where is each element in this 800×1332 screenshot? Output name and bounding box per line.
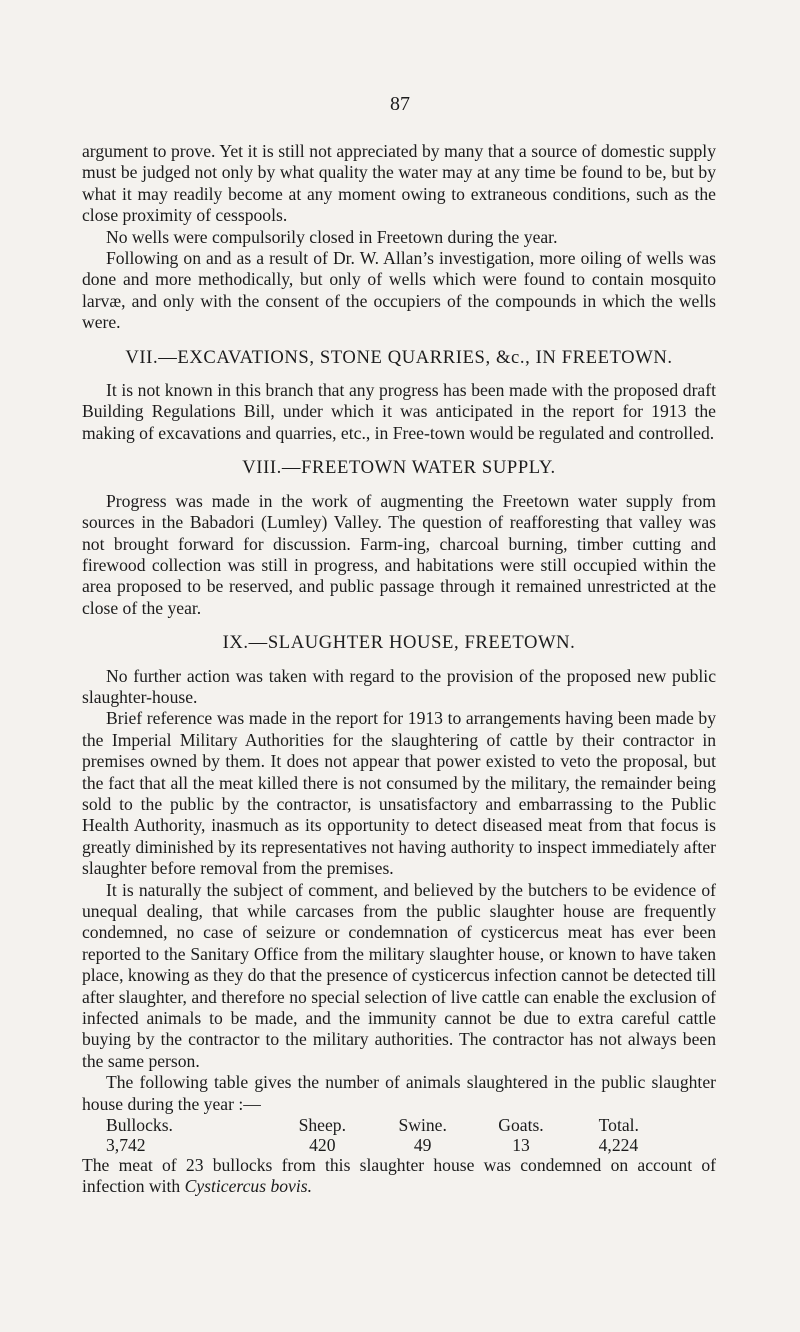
section-heading-water-supply: VIII.—FREETOWN WATER SUPPLY. — [242, 457, 556, 479]
paragraph-wells-closed: No wells were compulsorily closed in Freetown during the year. — [106, 226, 558, 247]
page-number: 87 — [390, 93, 410, 115]
paragraph-oiling-wells: Following on and as a result of Dr. W. Allan’s investigation, more oiling of wells was done and more methodically, but only of wells which were found to contain mosquito larvæ, and only with the consent of the occupiers of the compounds in which the wells were. — [82, 248, 716, 333]
paragraph-building-regulations: It is not known in this branch that any progress has been made with the proposed draft Building Regulations Bill, under which it was anticipated in the report for 1913 the making of excavations and quarries, etc., in Free-town would be regulated and controlled. — [82, 380, 716, 443]
table-header-row — [82, 1115, 716, 1135]
header-goats: Goats. — [498, 1115, 544, 1136]
species-name: Cysticercus bovis. — [184, 1176, 312, 1197]
value-total: 4,224 — [598, 1135, 639, 1156]
condemned-text: The meat of 23 bullocks from this slaughter house was condemned on account of infection with — [82, 1155, 716, 1197]
table-value-row — [82, 1135, 716, 1155]
paragraph-new-slaughter-house: No further action was taken with regard to the provision of the proposed new public slaughter-house. — [82, 665, 716, 707]
header-bullocks: Bullocks. — [106, 1115, 173, 1136]
value-swine: 49 — [413, 1135, 432, 1156]
paragraph-condemned-meat — [82, 1155, 716, 1198]
page-body — [82, 141, 716, 1198]
paragraph-table-intro: The following table gives the number of animals slaughtered in the public slaughter house during the year :— — [82, 1072, 716, 1114]
value-sheep: 420 — [309, 1135, 336, 1156]
paragraph-cesspools: argument to prove. Yet it is still not appreciated by many that a source of domestic supply must be judged not only by what quality the water may at any time be found to be, but by what it may readily become at any moment owing to extraneous conditions, such as the close proximity of cesspools. — [82, 141, 716, 226]
section-heading-slaughter-house: IX.—SLAUGHTER HOUSE, FREETOWN. — [222, 632, 576, 654]
paragraph-water-supply: Progress was made in the work of augmenting the Freetown water supply from sources in the Babadori (Lumley) Valley. The question of reafforesting that valley was not brought forward for discussion. Farm-ing, charcoal burning, timber cutting and firewood collection was still in progress, and habitations were still occupied within the area proposed to be reserved, and public passage through it remained unrestricted at the close of the year. — [82, 490, 716, 618]
value-goats: 13 — [512, 1135, 530, 1156]
paragraph-military-arrangements: Brief reference was made in the report for 1913 to arrangements having been made by the Imperial Military Authorities for the slaughtering of cattle by their contractor in premises owned by them. It does not appear that power existed to veto the proposal, but the fact that all the meat killed there is not consumed by the military, the remainder being sold to the public by the contractor, is unsatisfactory and embarrassing to the Public Health Authority, inasmuch as its opportunity to detect diseased meat from that focus is greatly diminished by its representatives not having authority to inspect immediately after slaughter before removal from the premises. — [82, 708, 716, 879]
paragraph-cysticercus-comment: It is naturally the subject of comment, and believed by the butchers to be evidence of unequal dealing, that while carcases from the public slaughter house are frequently condemned, no case of seizure or condemnation of cysticercus meat has ever been reported to the Sanitary Office from the military slaughter house, or known to have taken place, knowing as they do that the presence of cysticercus infection cannot be detected till after slaughter, and therefore no special selection of live cattle can enable the exclusion of infected animals to be made, and the immunity cannot be due to extra careful cattle buying by the contractor to the military authorities. The contractor has not always been the same person. — [82, 879, 716, 1071]
header-total: Total. — [598, 1115, 639, 1136]
slaughter-stats-table — [82, 1115, 716, 1155]
section-heading-excavations: VII.—EXCAVATIONS, STONE QUARRIES, &c., IN FREETOWN. — [125, 346, 673, 368]
header-swine: Swine. — [398, 1115, 447, 1136]
header-sheep: Sheep. — [298, 1115, 346, 1136]
value-bullocks: 3,742 — [106, 1135, 146, 1156]
